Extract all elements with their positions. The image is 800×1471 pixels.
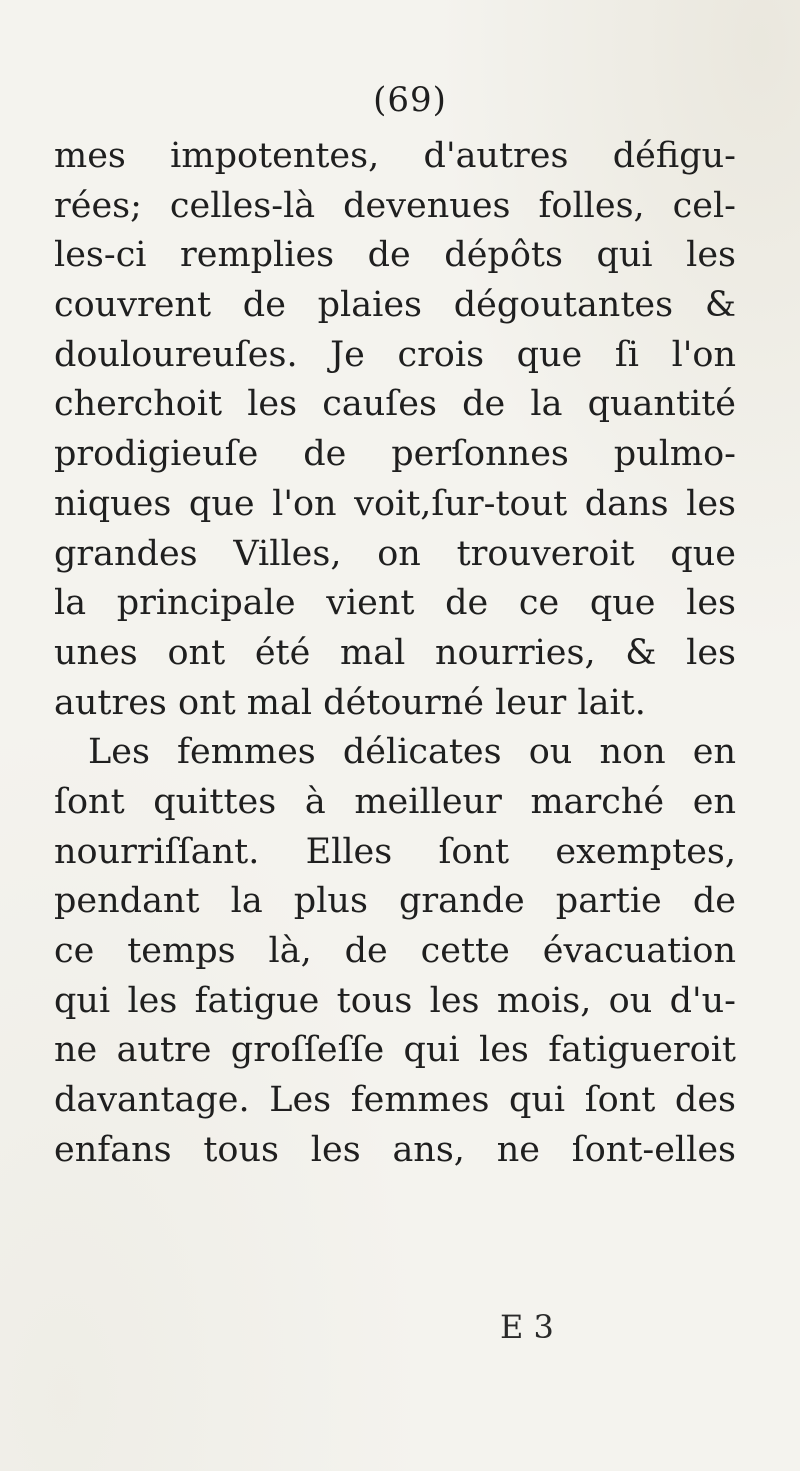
text-line: ſont quittes à meilleur marché en (54, 781, 736, 822)
text-line: autres ont mal détourné leur lait. (54, 682, 646, 723)
text-line: pendant la plus grande partie de (54, 881, 736, 922)
text-line: niques que l'on voit,ſur-tout dans les (54, 483, 736, 524)
text-line: qui les fatigue tous les mois, ou d'u- (54, 980, 736, 1021)
text-line: Les femmes délicates ou non en (88, 732, 736, 773)
text-line: prodigieuſe de perſonnes pulmo- (54, 434, 736, 475)
body-text (54, 132, 736, 1175)
text-line: couvrent de plaies dégoutantes & (54, 285, 736, 326)
text-line: unes ont été mal nourries, & les (54, 632, 736, 673)
text-line: la principale vient de ce que les (54, 583, 736, 624)
text-line: grandes Villes, on trouveroit que (54, 533, 736, 574)
signature-mark: E 3 (500, 1308, 554, 1346)
page-number: (69) (373, 80, 447, 120)
text-line: cherchoit les cauſes de la quantité (54, 384, 736, 425)
text-line: ce temps là, de cette évacuation (54, 931, 736, 971)
text-line: les-ci remplies de dépôts qui les (54, 235, 736, 276)
text-line: rées; celles-là devenues folles, cel- (54, 185, 736, 226)
text-line: davantage. Les femmes qui ſont des (54, 1080, 736, 1121)
text-line: douloureuſes. Je crois que ſi l'on (54, 334, 736, 375)
text-line: nourriſſant. Elles ſont exemptes, (54, 831, 736, 872)
text-line: enfans tous les ans, ne ſont-elles (54, 1129, 736, 1170)
text-line: ne autre groſſeſſe qui les fatigueroit (54, 1030, 736, 1071)
text-line: mes impotentes, d'autres défigu- (54, 136, 736, 176)
